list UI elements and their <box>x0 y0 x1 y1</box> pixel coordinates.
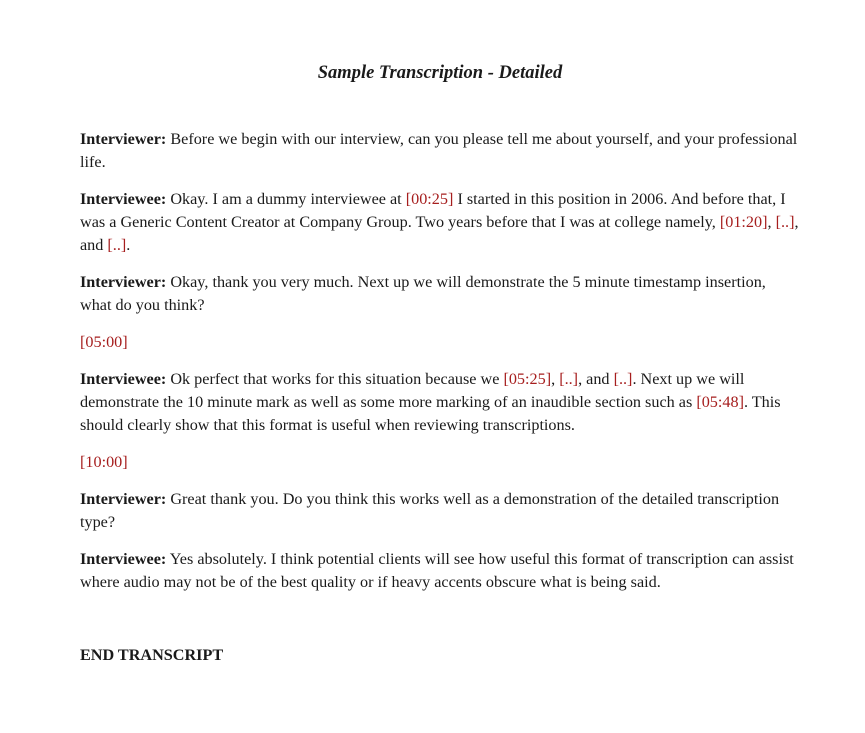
timestamp-tag: [..] <box>613 370 633 388</box>
timestamp-tag: [..] <box>775 213 795 231</box>
dialogue-paragraph <box>80 548 800 594</box>
dialogue-text: . This should clearly show that this format is useful when reviewing transcriptions. <box>80 393 781 434</box>
dialogue-text: Okay. I am a dummy interviewee at <box>166 190 406 208</box>
dialogue-text: Okay, thank you very much. Next up we will demonstrate the 5 minute timestamp insertion, what do you think? <box>80 273 766 314</box>
dialogue-text: Before we begin with our interview, can you please tell me about yourself, and your professional life. <box>80 130 798 171</box>
timestamp-marker <box>80 331 800 354</box>
dialogue-text: , <box>551 370 560 388</box>
speaker-label: Interviewee: <box>80 550 167 568</box>
timestamp-marker <box>80 451 800 474</box>
timestamp-tag: [..] <box>107 236 127 254</box>
timestamp-tag: [01:20] <box>719 213 768 231</box>
dialogue-text: , <box>767 213 776 231</box>
dialogue-paragraph <box>80 188 800 257</box>
end-transcript-label: END TRANSCRIPT <box>80 646 224 664</box>
dialogue-text: . Next up we will demonstrate the 10 minute mark as well as some more marking of an inaudible section such as <box>80 370 745 411</box>
dialogue-paragraph <box>80 368 800 437</box>
speaker-label: Interviewer: <box>80 273 167 291</box>
dialogue-paragraph <box>80 271 800 317</box>
dialogue-text: Great thank you. Do you think this works well as a demonstration of the detailed transcription type? <box>80 490 780 531</box>
dialogue-text: Ok perfect that works for this situation because we <box>166 370 504 388</box>
timestamp-tag: [05:25] <box>503 370 552 388</box>
dialogue-text: Yes absolutely. I think potential clients will see how useful this format of transcription can assist where audio may not be of the best quality or if heavy accents obscure what is being said. <box>80 550 794 591</box>
dialogue-text: . <box>126 236 131 254</box>
speaker-label: Interviewer: <box>80 130 167 148</box>
dialogue-text: , and <box>80 213 799 254</box>
transcript-body <box>80 128 800 594</box>
dialogue-text: I started in this position in 2006. And before that, I was a Generic Content Creator at Company Group. Two years before that I was at college namely, <box>80 190 786 231</box>
dialogue-paragraph <box>80 488 800 534</box>
dialogue-paragraph <box>80 128 800 174</box>
timestamp-marker-text: [05:00] <box>80 333 128 351</box>
document-title: Sample Transcription - Detailed <box>317 63 563 83</box>
speaker-label: Interviewee: <box>80 190 167 208</box>
transcript-document <box>80 60 800 667</box>
timestamp-tag: [00:25] <box>405 190 454 208</box>
timestamp-marker-text: [10:00] <box>80 453 128 471</box>
speaker-label: Interviewer: <box>80 490 167 508</box>
timestamp-tag: [05:48] <box>696 393 744 411</box>
speaker-label: Interviewee: <box>80 370 167 388</box>
dialogue-text: , and <box>578 370 614 388</box>
timestamp-tag: [..] <box>559 370 579 388</box>
